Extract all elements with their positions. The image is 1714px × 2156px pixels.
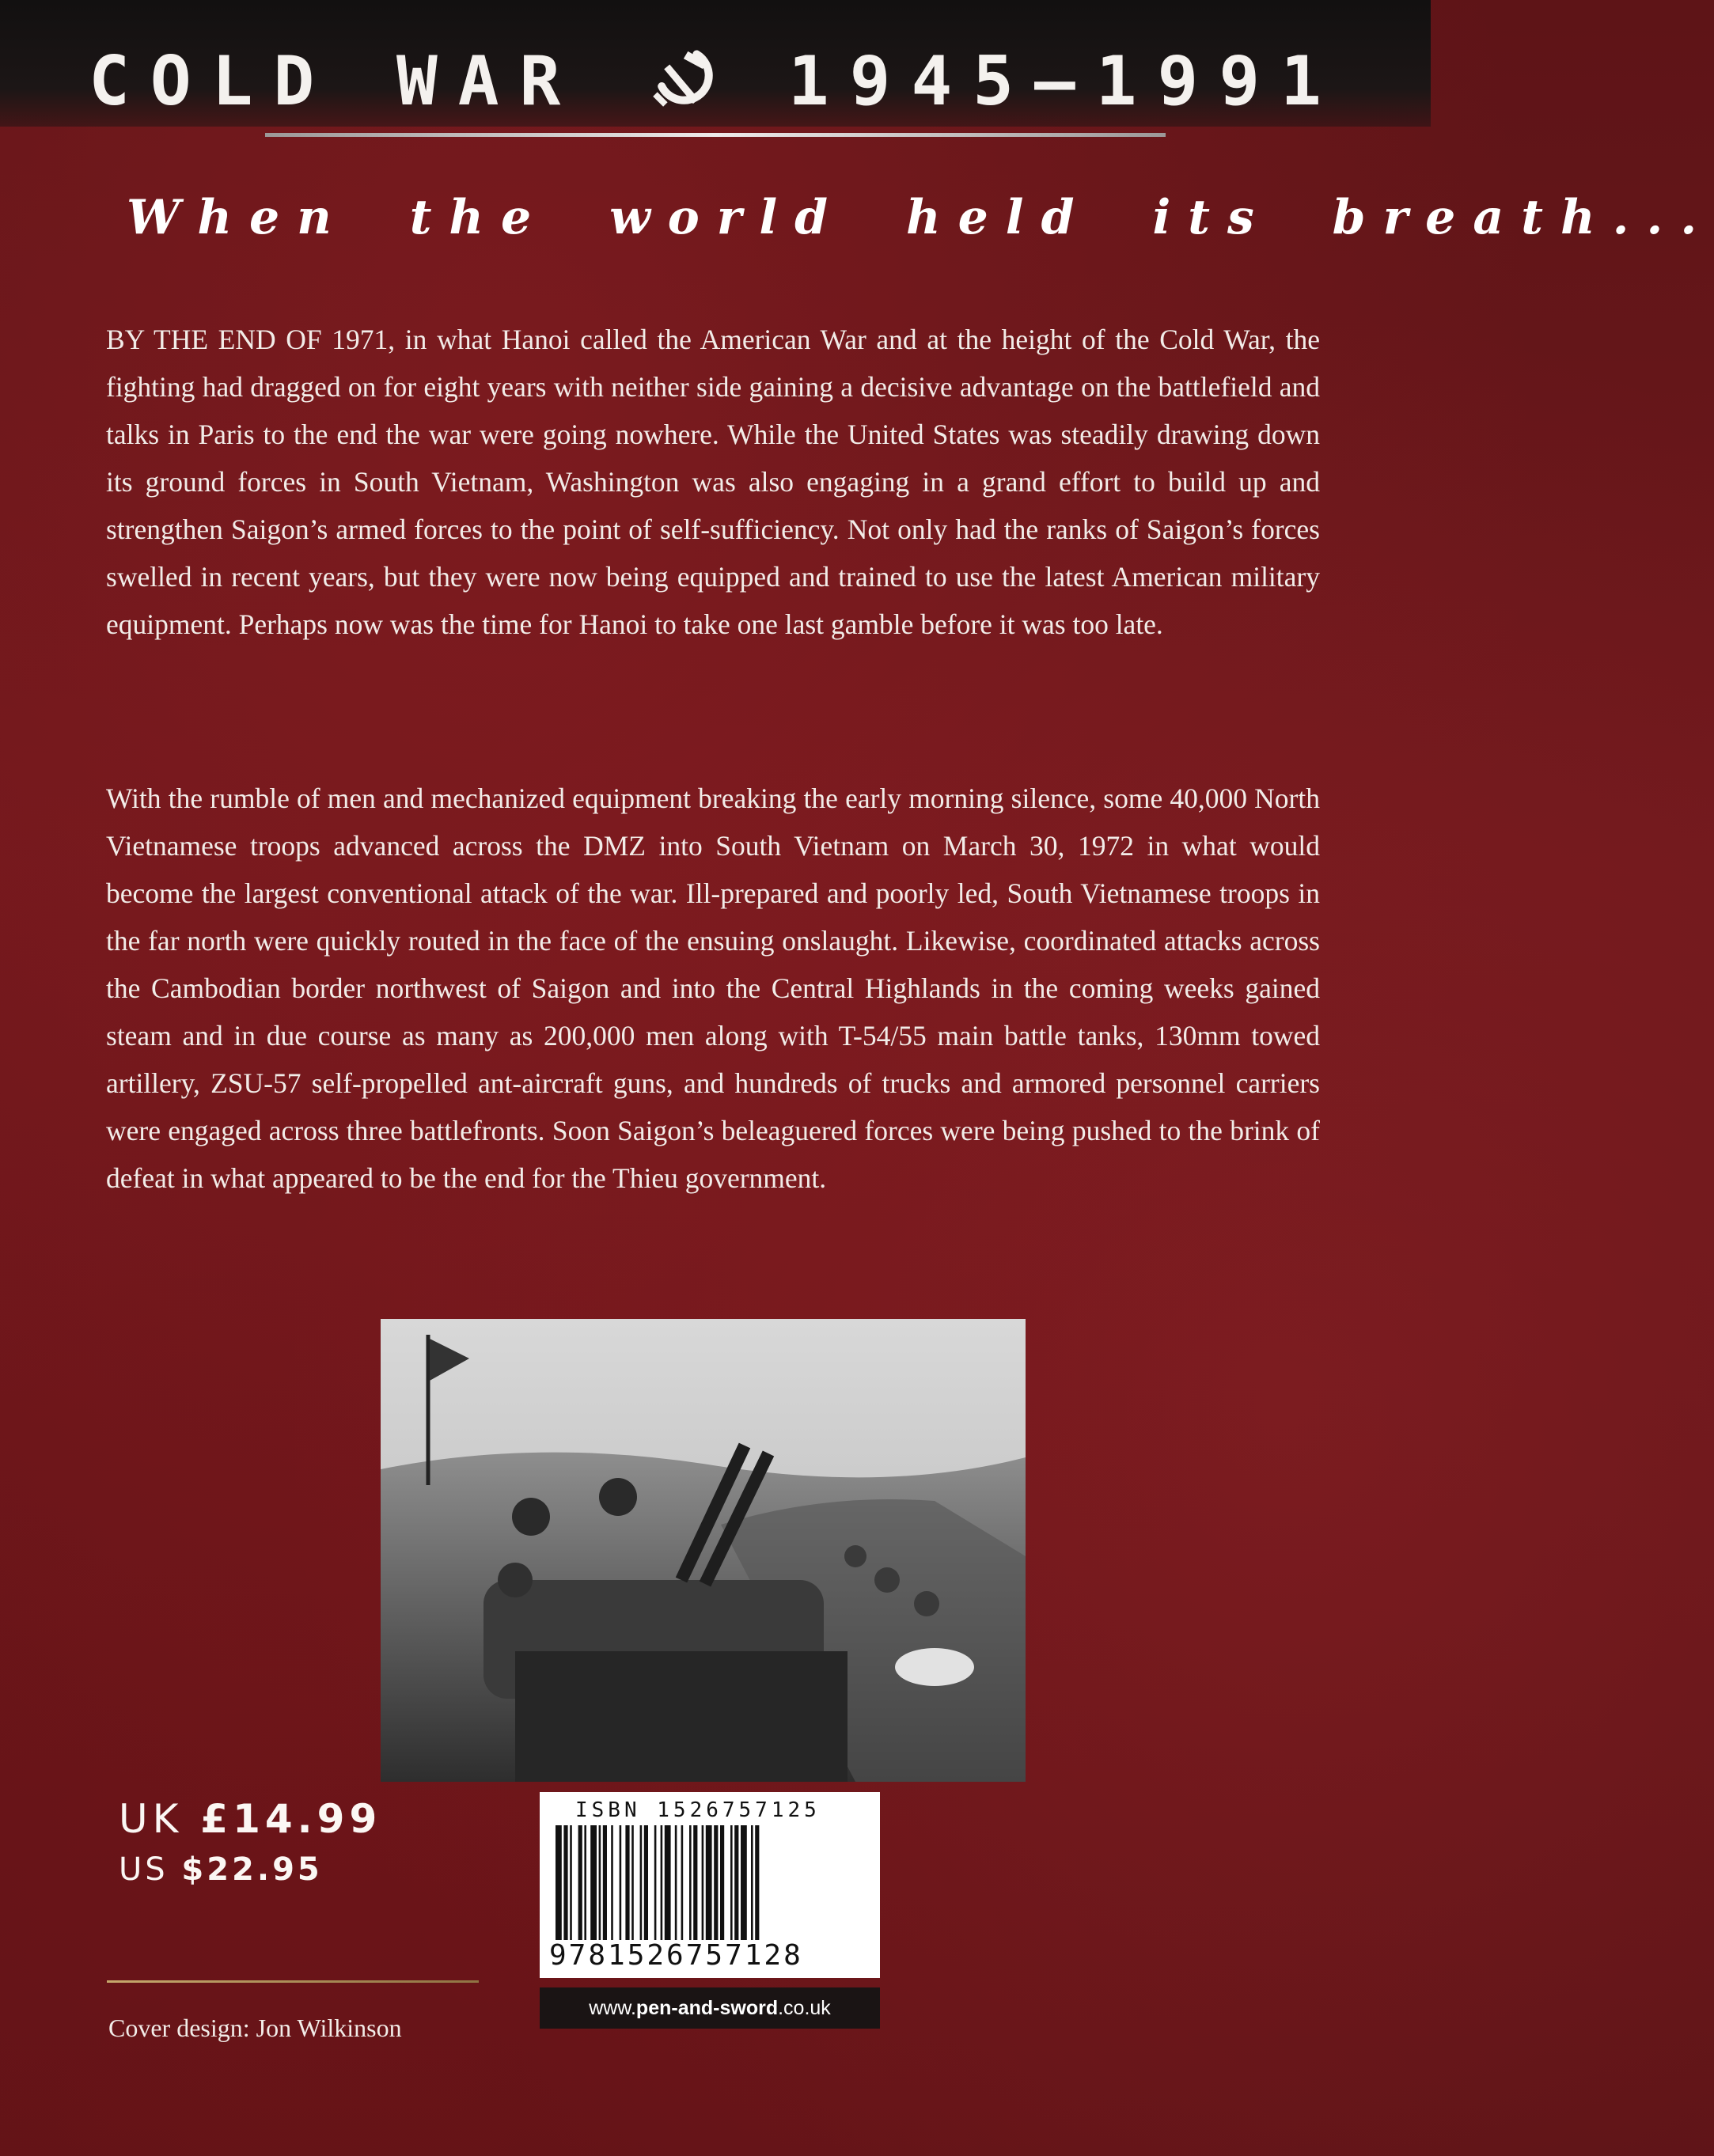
price-divider: [107, 1980, 479, 1983]
price-us-amount: $22.95: [181, 1851, 323, 1888]
barcode-bars: [556, 1825, 864, 1940]
series-title: [0, 41, 1431, 121]
cover-photo: [381, 1319, 1026, 1782]
publisher-url: [540, 1987, 880, 2029]
price-uk: [119, 1796, 381, 1842]
url-suffix: .co.uk: [778, 1997, 831, 2019]
isbn-bottom: 9781526757128: [549, 1939, 803, 1972]
series-title-right: 1945–1991: [787, 42, 1342, 121]
price-uk-label: UK: [119, 1796, 184, 1842]
hammer-and-sickle-icon: [646, 41, 719, 114]
body-paragraph-2: With the rumble of men and mechanized equipment breaking the early morning silence, some 40,000 North Vietnamese troops advanced across the DMZ into South Vietnam on March 30, 1972 in what would become the largest conventional attack of the war. Ill-prepared and poorly led, South Vietnamese troops in the far north were quickly routed in the face of the ensuing onslaught. Likewise, coordinated attacks across the Cambodian border northwest of Saigon and into the Central Highlands in the coming weeks gained steam and in due course as many as 200,000 men along with T-54/55 main battle tanks, 130mm towed artillery, ZSU-57 self-propelled ant-aircraft guns, and hundreds of trucks and armored personnel carriers were engaged across three battlefronts. Soon Saigon’s beleaguered forces were being pushed to the brink of defeat in what appeared to be the end for the Thieu government.: [106, 782, 1320, 1194]
title-rule: [265, 133, 1166, 137]
price-uk-amount: £14.99: [200, 1796, 382, 1842]
price-us: [119, 1851, 323, 1888]
tagline: When the world held its breath...: [127, 190, 1714, 245]
cover-design-credit: Cover design: Jon Wilkinson: [108, 2014, 402, 2042]
series-title-left: COLD WAR: [89, 42, 582, 121]
price-us-label: US: [119, 1851, 169, 1888]
url-name: pen-and-sword: [635, 1997, 779, 2019]
url-prefix: www.: [589, 1997, 636, 2019]
body-paragraph-1: BY THE END OF 1971, in what Hanoi called the American War and at the height of the Cold War, the fighting had dragged on for eight years with neither side gaining a decisive advantage on the battlefield and talks in Paris to the end the war were going nowhere. While the United States was steadily drawing down its ground forces in South Vietnam, Washington was also engaging in a grand effort to build up and strengthen Saigon’s armed forces to the point of self-sufficiency. Not only had the ranks of Saigon’s forces swelled in recent years, but they were now being equipped and trained to use the latest American military equipment. Perhaps now was the time for Hanoi to take one last gamble before it was too late.: [106, 323, 1320, 640]
barcode: [540, 1792, 880, 1978]
isbn-top: ISBN 1526757125: [575, 1798, 821, 1822]
